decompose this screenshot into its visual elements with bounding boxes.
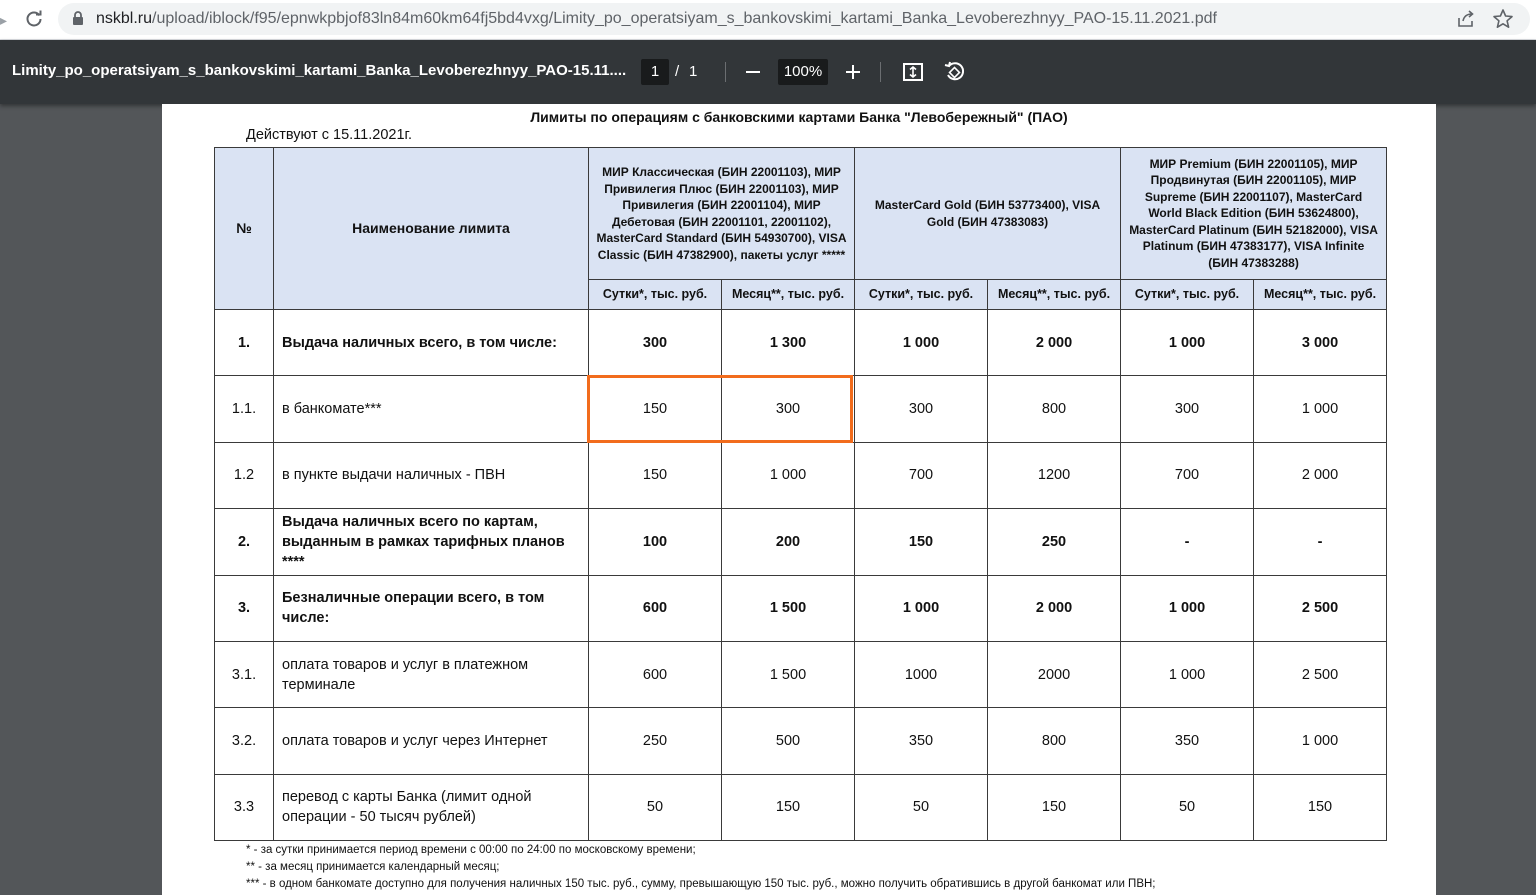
table-cell: 600 <box>589 575 722 641</box>
zoom-input[interactable]: 100% <box>778 59 828 85</box>
limits-table <box>214 147 1387 841</box>
table-cell: 1200 <box>988 442 1121 508</box>
table-cell: 1 500 <box>722 575 855 641</box>
header-number: № <box>215 148 274 310</box>
row-number: 3.3 <box>215 774 274 840</box>
subheader-day: Сутки*, тыс. руб. <box>855 280 988 310</box>
subheader-month: Месяц**, тыс. руб. <box>722 280 855 310</box>
zoom-in-icon[interactable] <box>841 60 865 84</box>
row-number: 1. <box>215 310 274 376</box>
row-name: перевод с карты Банка (лимит одной операции - 50 тысяч рублей) <box>274 774 589 840</box>
table-cell: 1 000 <box>855 310 988 376</box>
footnote: * - за сутки принимается период времени с 00:00 по 24:00 по московскому времени; <box>246 844 696 856</box>
table-cell: 300 <box>1121 376 1254 442</box>
table-cell: 700 <box>855 442 988 508</box>
toolbar-divider <box>880 62 881 82</box>
table-row <box>215 376 1387 442</box>
table-cell: 1 000 <box>722 442 855 508</box>
row-number: 3.2. <box>215 708 274 774</box>
subheader-day: Сутки*, тыс. руб. <box>1121 280 1254 310</box>
row-number: 3. <box>215 575 274 641</box>
browser-address-bar <box>0 0 1536 40</box>
row-name: Безналичные операции всего, в том числе: <box>274 575 589 641</box>
pdf-page <box>162 104 1436 895</box>
table-cell: 800 <box>988 376 1121 442</box>
table-row <box>215 310 1387 376</box>
row-name: Выдача наличных всего, в том числе: <box>274 310 589 376</box>
document-title: Limity_po_operatsiyam_s_bankovskimi_kartami_Banka_Levoberezhnyy_PAO-15.11.... <box>12 62 627 79</box>
footnote: *** - в одном банкомате доступно для получения наличных 150 тыс. руб., сумму, превышающую 150 тыс. руб., можно получить обратившись в другой банкомат или ПВН; <box>246 878 1156 890</box>
header-card-group: МИР Классическая (БИН 22001103), МИР Привилегия Плюс (БИН 22001103), МИР Привилегия (БИН 22001104), МИР Дебетовая (БИН 22001101, 22001102), MasterCard Standard (БИН 54930700), VISA Classic (БИН 47382900), пакеты услуг ***** <box>589 148 855 280</box>
table-cell: 500 <box>722 708 855 774</box>
table-cell: - <box>1121 509 1254 575</box>
forward-arrow-icon[interactable]: ▸ <box>0 12 8 28</box>
footnote: ** - за месяц принимается календарный месяц; <box>246 861 500 873</box>
table-cell: 2 500 <box>1254 575 1387 641</box>
page-number-input[interactable]: 1 <box>641 59 669 85</box>
table-cell: 2000 <box>988 641 1121 707</box>
reload-icon[interactable] <box>22 7 46 31</box>
table-cell: 1 000 <box>1254 708 1387 774</box>
zoom-out-icon[interactable] <box>741 60 765 84</box>
subheader-month: Месяц**, тыс. руб. <box>1254 280 1387 310</box>
row-name: Выдача наличных всего по картам, выданным в рамках тарифных планов **** <box>274 509 589 575</box>
table-row <box>215 774 1387 840</box>
row-number: 1.2 <box>215 442 274 508</box>
table-cell: 100 <box>589 509 722 575</box>
table-cell: 700 <box>1121 442 1254 508</box>
table-row <box>215 641 1387 707</box>
table-cell: 50 <box>1121 774 1254 840</box>
table-cell: 50 <box>855 774 988 840</box>
page-separator: / <box>675 63 680 80</box>
pdf-toolbar <box>0 40 1536 104</box>
header-card-group: MasterCard Gold (БИН 53773400), VISA Gold (БИН 47383083) <box>855 148 1121 280</box>
table-cell: 2 000 <box>988 575 1121 641</box>
table-cell: 1 000 <box>1121 310 1254 376</box>
header-card-group: МИР Premium (БИН 22001105), МИР Продвинутая (БИН 22001105), МИР Supreme (БИН 22001107), MasterCard World Black Edition (БИН 53624800), MasterCard Platinum (БИН 52182000), VISA Platinum (БИН 47383177), VISA Infinite (БИН 47383288) <box>1121 148 1387 280</box>
table-cell: 1 000 <box>855 575 988 641</box>
subheader-month: Месяц**, тыс. руб. <box>988 280 1121 310</box>
table-cell: 1 300 <box>722 310 855 376</box>
table-cell: 1 500 <box>722 641 855 707</box>
row-name: оплата товаров и услуг в платежном терминале <box>274 641 589 707</box>
table-cell: 2 500 <box>1254 641 1387 707</box>
table-cell: 300 <box>589 310 722 376</box>
bookmark-star-icon[interactable] <box>1492 8 1514 30</box>
table-cell: 600 <box>589 641 722 707</box>
row-number: 3.1. <box>215 641 274 707</box>
fit-to-page-icon[interactable] <box>901 60 925 84</box>
table-cell: 2 000 <box>1254 442 1387 508</box>
table-cell: 250 <box>589 708 722 774</box>
table-cell: 50 <box>589 774 722 840</box>
table-cell: 150 <box>589 376 722 442</box>
page-title: Лимиты по операциям с банковскими картами Банка "Левобережный" (ПАО) <box>530 109 1068 125</box>
table-cell: 250 <box>988 509 1121 575</box>
row-number: 1.1. <box>215 376 274 442</box>
subheader-day: Сутки*, тыс. руб. <box>589 280 722 310</box>
table-cell: 1 000 <box>1121 575 1254 641</box>
table-row <box>215 509 1387 575</box>
lock-icon[interactable] <box>72 11 86 27</box>
table-row <box>215 442 1387 508</box>
row-name: оплата товаров и услуг через Интернет <box>274 708 589 774</box>
url-text[interactable]: nskbl.ru/upload/iblock/f95/epnwkpbjof83ln84m60km64fj5bd4vxg/Limity_po_operatsiyam_s_bankovskimi_kartami_Banka_Levoberezhnyy_PAO-15.11.2021.pdf <box>96 10 1217 27</box>
table-cell: 350 <box>855 708 988 774</box>
table-cell: 300 <box>722 376 855 442</box>
table-cell: 1000 <box>855 641 988 707</box>
table-cell: 150 <box>589 442 722 508</box>
table-cell: 150 <box>855 509 988 575</box>
table-row <box>215 575 1387 641</box>
table-cell: 200 <box>722 509 855 575</box>
table-cell: 300 <box>855 376 988 442</box>
row-number: 2. <box>215 509 274 575</box>
row-name: в банкомате*** <box>274 376 589 442</box>
table-cell: 800 <box>988 708 1121 774</box>
table-cell: 3 000 <box>1254 310 1387 376</box>
table-cell: 150 <box>988 774 1121 840</box>
table-cell: 2 000 <box>988 310 1121 376</box>
row-name: в пункте выдачи наличных - ПВН <box>274 442 589 508</box>
table-cell: 150 <box>722 774 855 840</box>
effective-date: Действуют с 15.11.2021г. <box>246 127 413 143</box>
header-limit-name: Наименование лимита <box>274 148 589 310</box>
share-icon[interactable] <box>1456 9 1476 29</box>
page-total: 1 <box>689 63 698 80</box>
table-cell: - <box>1254 509 1387 575</box>
table-cell: 1 000 <box>1254 376 1387 442</box>
table-row <box>215 708 1387 774</box>
rotate-icon[interactable] <box>942 59 968 85</box>
table-cell: 350 <box>1121 708 1254 774</box>
toolbar-divider <box>725 62 726 82</box>
table-cell: 150 <box>1254 774 1387 840</box>
table-cell: 1 000 <box>1121 641 1254 707</box>
